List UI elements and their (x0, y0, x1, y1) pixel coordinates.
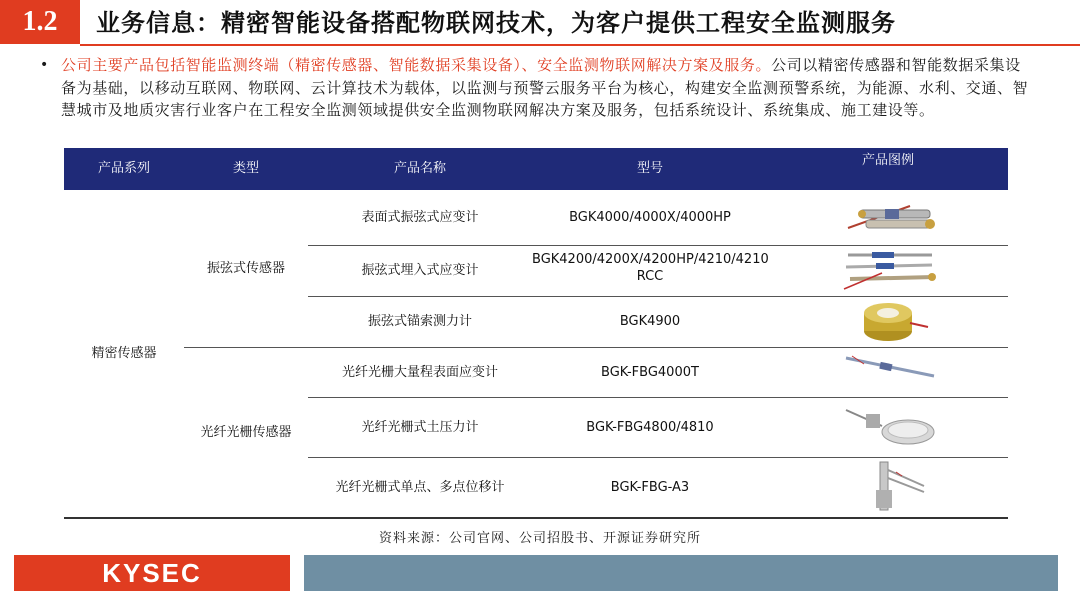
table-bottom-border (64, 517, 1008, 519)
table-header (64, 148, 1008, 190)
surface-strain-gauge-photo (840, 198, 940, 238)
col-header-image: 产品图例 (861, 153, 914, 168)
type-cell-vibrating-wire: 振弦式传感器 (206, 261, 285, 276)
product-name: 表面式振弦式应变计 (361, 210, 479, 225)
fbg-strain-gauge-photo (842, 354, 938, 382)
fbg-earth-pressure-cell-photo (842, 404, 938, 450)
product-model: BGK4000/4000X/4000HP (569, 210, 731, 225)
brand-logo (14, 555, 290, 591)
product-model: BGK-FBG4000T (601, 365, 699, 380)
page-title: 业务信息：精密智能设备搭配物联网技术，为客户提供工程安全监测服务 (96, 9, 896, 37)
product-model: BGK-FBG4800/4810 (586, 420, 714, 435)
embedded-strain-gauge-photo (842, 249, 938, 293)
series-cell: 精密传感器 (91, 346, 157, 361)
product-model: BGK-FBG-A3 (610, 480, 690, 495)
product-model: BGK4900 (619, 314, 681, 329)
section-number: 1.2 (0, 0, 80, 44)
source-note: 资料来源：公司官网、公司招股书、开源证券研究所 (378, 531, 701, 546)
header-divider (80, 44, 1080, 46)
col-header-type: 类型 (232, 161, 259, 176)
intro-paragraph (40, 54, 1030, 122)
product-name: 光纤光栅大量程表面应变计 (341, 365, 498, 380)
product-name: 光纤光栅式土压力计 (361, 420, 479, 435)
col-header-name: 产品名称 (393, 161, 446, 176)
type-cell-fbg: 光纤光栅传感器 (200, 425, 292, 440)
logo-text: KYSEC (102, 558, 202, 588)
anchor-load-cell-photo (858, 299, 930, 345)
footer-bar (304, 555, 1058, 591)
intro-text (61, 54, 1030, 122)
col-header-model: 型号 (636, 161, 663, 176)
product-model: BGK4200/4200X/4200HP/4210/4210 RCC (532, 252, 769, 284)
bullet-icon: • (40, 57, 49, 73)
product-name: 振弦式锚索测力计 (367, 314, 472, 329)
col-header-series: 产品系列 (97, 161, 150, 176)
product-name: 振弦式埋入式应变计 (361, 263, 479, 278)
fbg-displacement-meter-photo (866, 460, 926, 515)
product-name: 光纤光栅式单点、多点位移计 (335, 480, 505, 495)
intro-highlight: 公司主要产品包括智能监测终端（精密传感器、智能数据采集设备）、安全监测物联网解决方案及服务。 (61, 56, 772, 74)
intro-body: 公司以精密传感器和智能数据采集设备为基础，以移动互联网、物联网、云计算技术为载体，以监测与预警云服务平台为核心，构建安全监测预警系统，为能源、水利、交通、智慧城市及地质灾害行业客户在工程安全监测领域提供安全监测物联网解决方案及服务，包括系统设计、系统集成、施工建设等。 (61, 56, 1029, 119)
